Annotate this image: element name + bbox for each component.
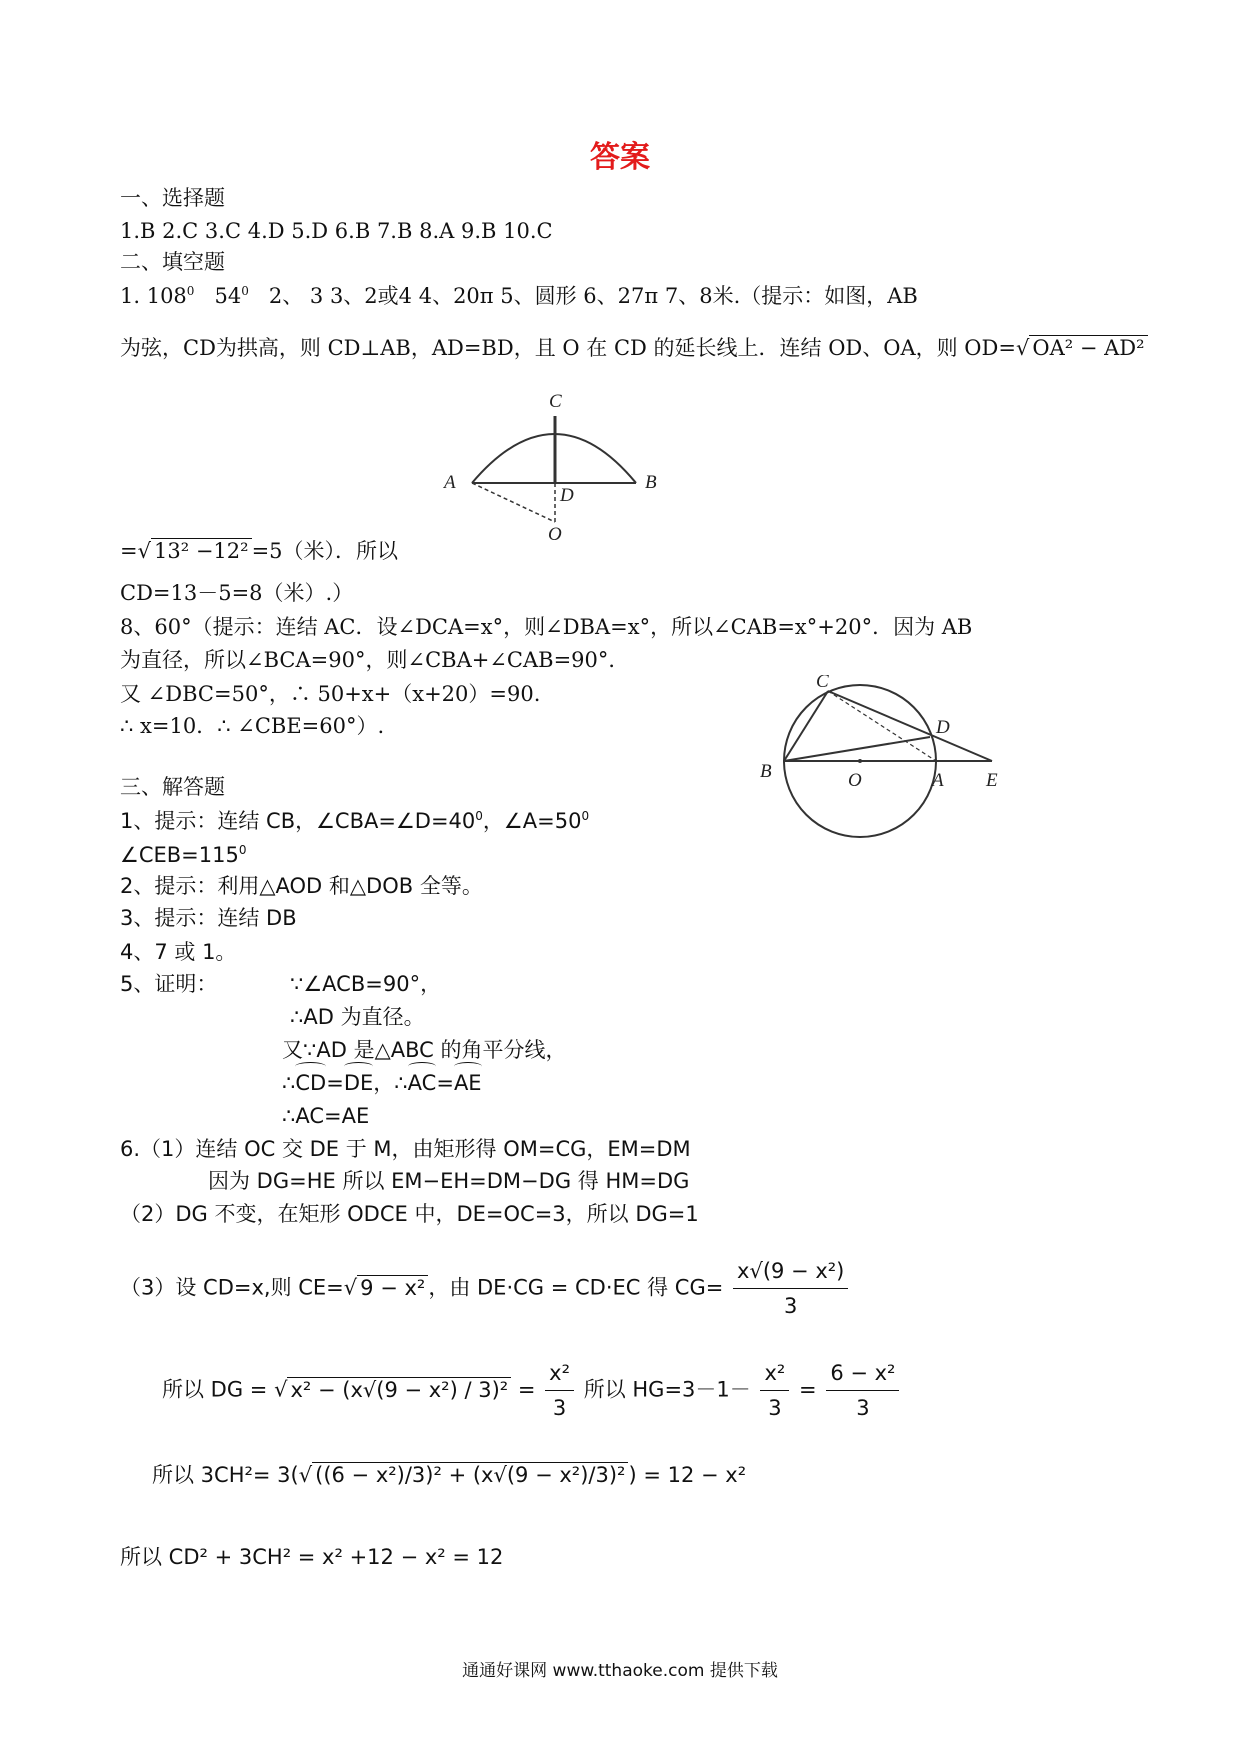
proof-line-2: ∴AD 为直径。 <box>290 1005 425 1029</box>
answer-3: 3、提示：连结 DB <box>120 906 297 930</box>
section3-heading: 三、解答题 <box>120 775 225 799</box>
fill-answers-row8: ∴ x=10．∴ ∠CBE=60°）. <box>120 714 385 738</box>
proof-line-4: ∴CD=DE，∴AC=AE <box>282 1068 482 1098</box>
fig1-label-c: C <box>549 391 562 412</box>
center-dot <box>858 759 862 763</box>
footer-source: 通通好课网 www.tthaoke.com 提供下载 <box>462 1661 778 1681</box>
dashed-ao <box>472 483 555 522</box>
fill-answers-row4: CD=13－5=8（米）.） <box>120 581 354 605</box>
answer-6-part3: （3）设 CD=x,则 CE=√ 9 − x² ，由 DE·CG = CD·EC 得 CG= $\frac{\text{x√(9 − x²)}}{3}$ <box>120 1256 851 1321</box>
cg-fraction: $\frac{\text{x√(9 − x²)}}{3}$ <box>733 1256 848 1321</box>
line-cb <box>784 691 828 761</box>
fig1-label-d: D <box>560 485 574 506</box>
fill-answers-row1: 1. $108^0$ $54^0$ 2、 3 3、2或4 4、20π 5、圆形 6、27π 7、8米.（提示：如图，AB <box>120 284 918 308</box>
fill-answers-row5: 8、60°（提示：连结 AC．设∠DCA=x°，则∠DBA=x°，所以∠CAB=x°+20°．因为 AB <box>120 615 973 639</box>
answer-1b: $\angle CEB=115^0$ <box>120 843 247 867</box>
answer-1a: 1、提示：连结 CB，$\angle CBA=\angle D=40^0$，$\angle A=50^0$ <box>120 809 590 833</box>
fig2-label-c: C <box>816 675 829 692</box>
fig2-label-a: A <box>932 770 944 791</box>
chord-figure <box>430 390 690 550</box>
answer-6-part1: 6.（1）连结 OC 交 DE 于 M，由矩形得 OM=CG，EM=DM <box>120 1137 691 1161</box>
answer-2: 2、提示：利用△AOD 和△DOB 全等。 <box>120 874 483 898</box>
answer-6-dg: 所以 DG = √ x² − (x√(9 − x²) / 3)² = $\frac{\text{x²}}{3}$ 所以 HG=3－1－ $\frac{\text{x²}}{3}$ = $\frac{\text{6 − x²}}{3}$ <box>162 1358 902 1423</box>
fill-answers-row2: 为弦，CD为拱高，则 CD⊥AB，AD=BD，且 O 在 CD 的延长线上．连结 OD、OA，则 OD=√ OA² − AD² <box>120 333 1148 363</box>
answer-6-part1b: 因为 DG=HE 所以 EM−EH=DM−DG 得 HM=DG <box>208 1169 690 1193</box>
answer-5: 5、证明： <box>120 972 218 996</box>
proof-line-1: ∵∠ACB=90°， <box>290 972 442 996</box>
answer-6-part2: （2）DG 不变，在矩形 ODCE 中，DE=OC=3，所以 DG=1 <box>120 1202 699 1226</box>
fill-answers-row7: 又 ∠DBC=50°，∴ 50+x+（x+20）=90. <box>120 682 541 706</box>
circle-figure <box>760 675 1020 850</box>
answer-6-conclusion: 所以 CD² + 3CH² = x² +12 − x² = 12 <box>120 1545 504 1569</box>
proof-line-3: 又∵AD 是△ABC 的角平分线， <box>282 1038 567 1062</box>
fig1-label-a: A <box>444 472 456 493</box>
proof-line-5: ∴AC=AE <box>282 1104 370 1128</box>
answer-6-ch: 所以 3CH²= 3(√ ((6 − x²)/3)² + (x√(9 − x²)/3)² ) = 12 − x² <box>152 1463 747 1487</box>
line-db <box>784 737 930 761</box>
section2-heading: 二、填空题 <box>120 250 225 274</box>
fig2-label-b: B <box>760 761 772 782</box>
fig2-label-d: D <box>936 717 950 738</box>
fig2-label-e: E <box>986 770 998 791</box>
fill-answers-row3: =√ 13² −12² =5（米）．所以 <box>120 539 399 563</box>
section1-heading: 一、选择题 <box>120 186 225 210</box>
page-title: 答案 <box>590 140 650 175</box>
fig2-label-o: O <box>848 770 862 791</box>
fig1-label-o: O <box>548 524 562 545</box>
answer-4: 4、7 或 1。 <box>120 940 237 964</box>
fill-answers-row6: 为直径，所以∠BCA=90°，则∠CBA+∠CAB=90°． <box>120 648 630 672</box>
fig1-label-b: B <box>645 472 657 493</box>
choice-answers: 1.B 2.C 3.C 4.D 5.D 6.B 7.B 8.A 9.B 10.C <box>120 219 553 243</box>
